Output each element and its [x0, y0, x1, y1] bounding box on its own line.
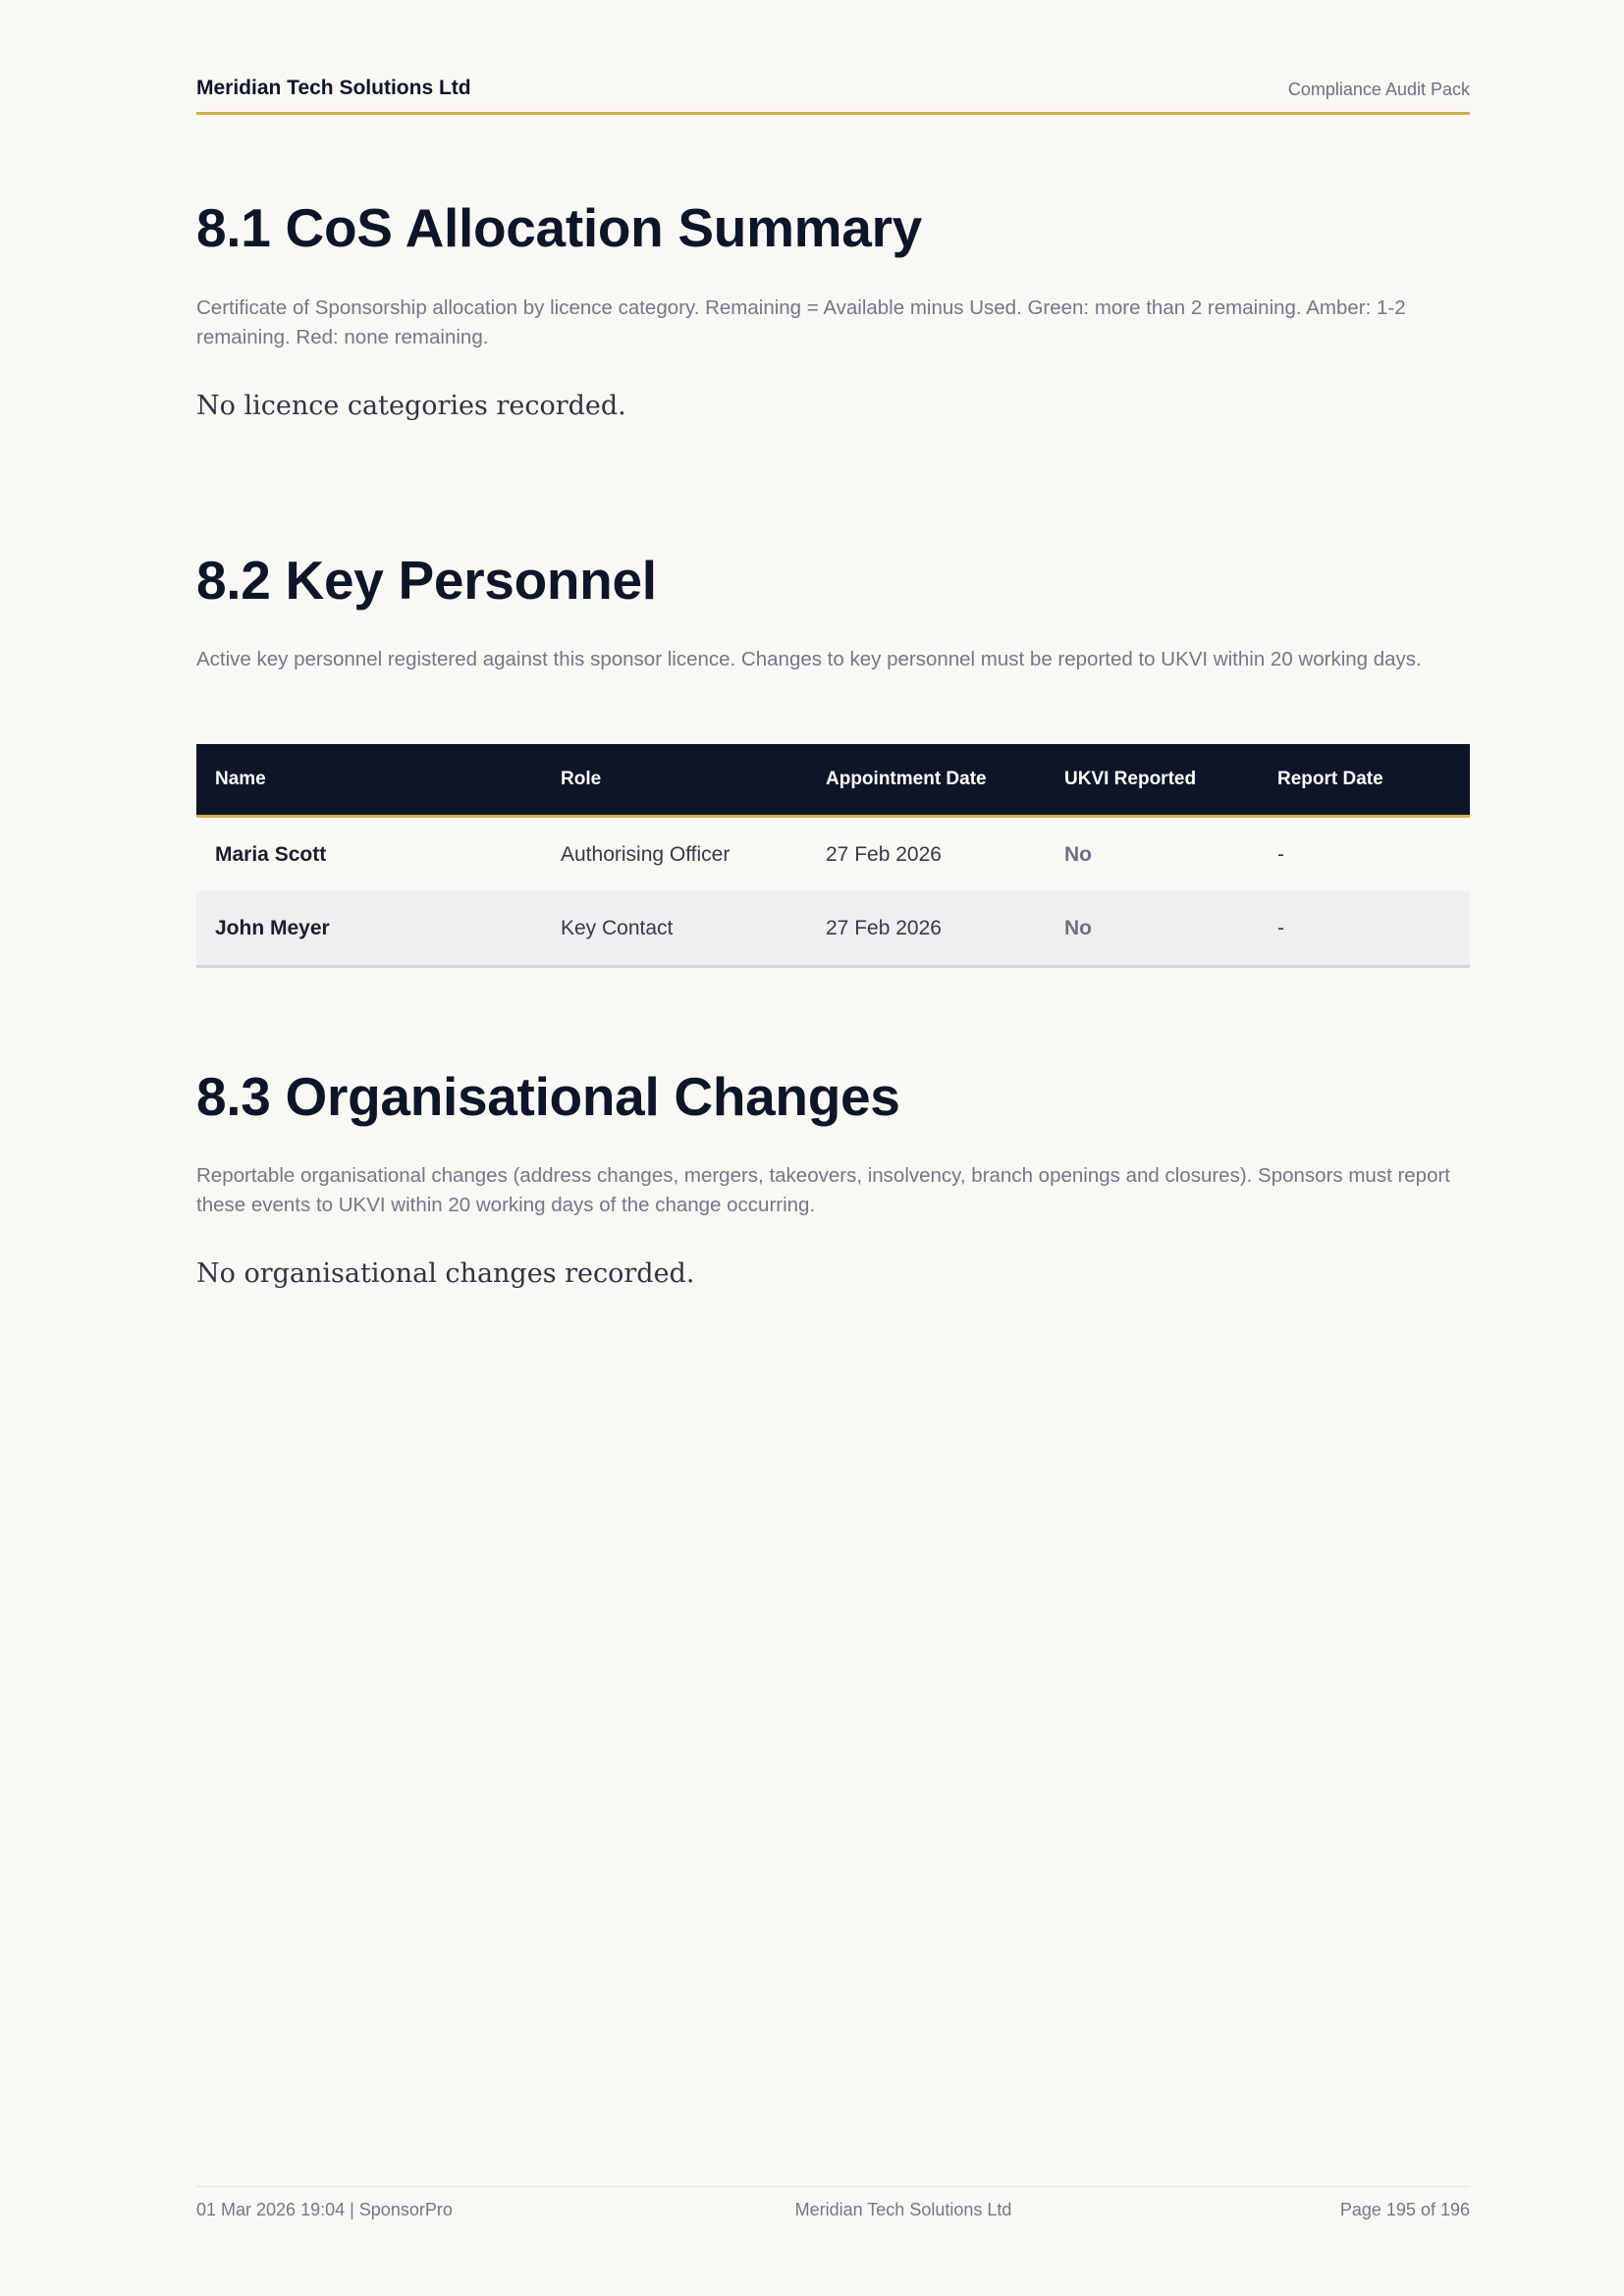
column-header-report-date: Report Date: [1259, 744, 1470, 817]
section-description: Certificate of Sponsorship allocation by licence category. Remaining = Available minus Used. Green: more than 2 remaining. Amber: 1-2 remaining. Red: none remaining.: [196, 296, 1406, 348]
header-company-name: Meridian Tech Solutions Ltd: [196, 77, 471, 99]
column-header-role: Role: [542, 744, 807, 817]
cell-role: Key Contact: [542, 891, 807, 967]
cell-report-date: -: [1259, 891, 1470, 967]
cell-report-date: -: [1277, 842, 1284, 866]
table-row: [196, 891, 1470, 967]
footer-generated: 01 Mar 2026 19:04 | SponsorPro: [196, 2200, 453, 2219]
header-document-title: Compliance Audit Pack: [1287, 80, 1470, 99]
section-title: 8.1 CoS Allocation Summary: [196, 197, 922, 258]
column-header-appointment-date: Appointment Date: [807, 744, 1046, 817]
cell-ukvi-reported: No: [1046, 891, 1259, 967]
column-header-name: Name: [196, 744, 542, 817]
footer-divider: [196, 2186, 1470, 2187]
column-header-ukvi-reported: UKVI Reported: [1046, 744, 1259, 817]
header-divider: [196, 112, 1470, 115]
cell-ukvi-reported: No: [1064, 842, 1092, 866]
section-title: 8.2 Key Personnel: [196, 550, 657, 611]
cell-role: Authorising Officer: [561, 842, 731, 866]
section-title: 8.3 Organisational Changes: [196, 1066, 900, 1127]
cell-name: Maria Scott: [215, 842, 327, 866]
section-description: Reportable organisational changes (address changes, mergers, takeovers, insolvency, branch openings and closures). Sponsors must report these events to UKVI within 20 working days of the change occurring.: [196, 1164, 1451, 1216]
footer-page-number: Page 195 of 196: [1339, 2200, 1470, 2219]
table-row: [196, 817, 1470, 892]
footer-company: Meridian Tech Solutions Ltd: [794, 2200, 1012, 2219]
key-personnel-table: [196, 744, 1470, 968]
empty-state-message: No licence categories recorded.: [196, 391, 626, 421]
section-description: Active key personnel registered against this sponsor licence. Changes to key personnel must be reported to UKVI within 20 working days.: [196, 648, 1422, 670]
cell-name: John Meyer: [196, 891, 542, 967]
empty-state-message: No organisational changes recorded.: [196, 1258, 695, 1289]
cell-appointment-date: 27 Feb 2026: [826, 842, 942, 866]
cell-appointment-date: 27 Feb 2026: [807, 891, 1046, 967]
table-header-row: [196, 744, 1470, 817]
